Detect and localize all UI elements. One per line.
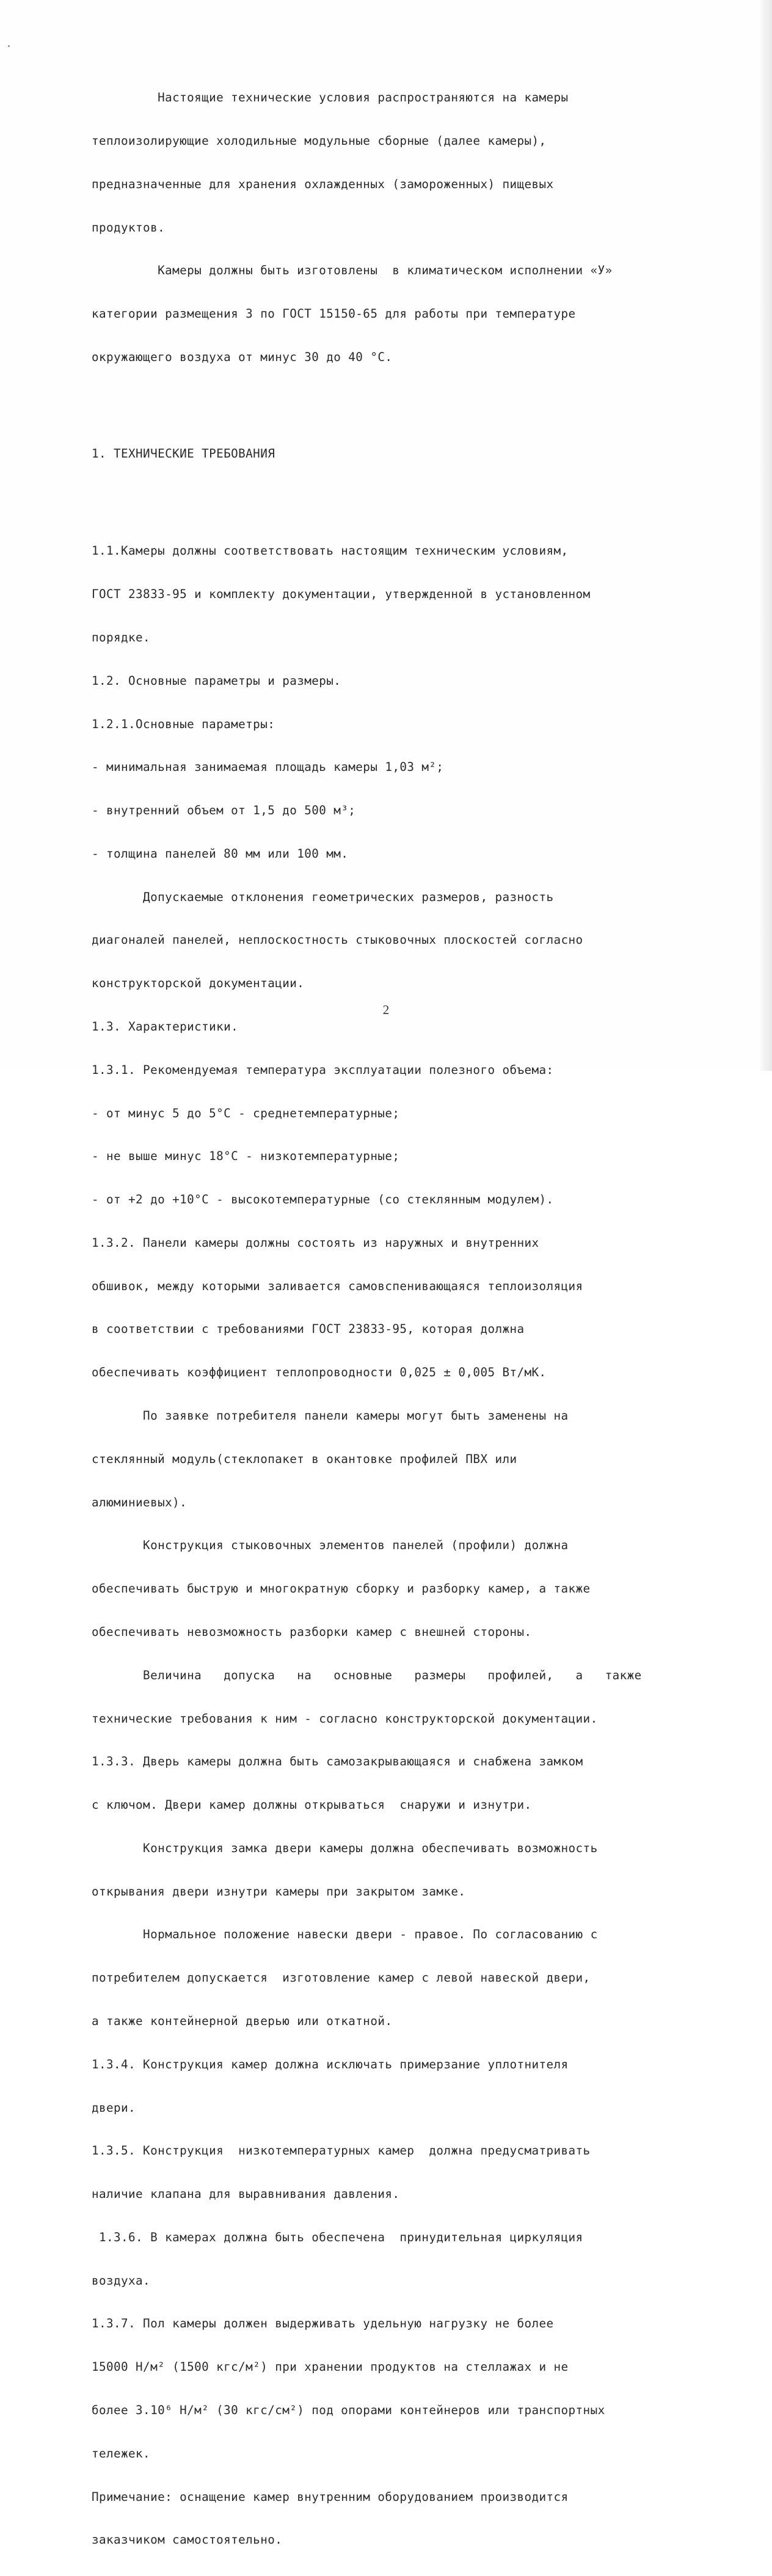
body-line: двери. — [92, 2100, 136, 2115]
spacer — [92, 407, 739, 416]
body-line: Допускаемые отклонения геометрических размеров, разность — [92, 889, 554, 904]
body-line: 1.3.7. Пол камеры должен выдерживать удельную нагрузку не более — [92, 2316, 554, 2331]
body-line: 1.3.2. Панели камеры должны состоять из наружных и внутренних — [92, 1235, 539, 1250]
body-line: конструкторской документации. — [92, 976, 305, 991]
intro-line: теплоизолирующие холодильные модульные сборные (далее камеры), — [92, 133, 547, 148]
document-body — [92, 62, 739, 2576]
section-heading: 1. ТЕХНИЧЕСКИЕ ТРЕБОВАНИЯ — [92, 447, 275, 461]
body-line: порядке. — [92, 630, 151, 644]
body-line: 1.3.3. Дверь камеры должна быть самозакрывающаяся и снабжена замком — [92, 1754, 583, 1769]
intro-line: предназначенные для хранения охлажденных (замороженных) пищевых — [92, 177, 554, 191]
body-line: с ключом. Двери камер должны открываться снаружи и изнутри. — [92, 1798, 532, 1812]
intro-line: окружающего воздуха от минус 30 до 40 °С. — [92, 349, 393, 364]
body-line: 1.3. Характеристики. — [92, 1020, 239, 1034]
body-line: 1.2. Основные параметры и размеры. — [92, 673, 341, 688]
body-line: наличие клапана для выравнивания давления. — [92, 2187, 400, 2202]
body-line: 15000 Н/м² (1500 кгс/м²) при хранении продуктов на стеллажах и не — [92, 2360, 569, 2374]
body-line: алюминиевых). — [92, 1495, 188, 1509]
intro-line: продуктов. — [92, 220, 166, 235]
body-line: Конструкция замка двери камеры должна обеспечивать возможность — [92, 1841, 598, 1855]
body-line: ГОСТ 23833-95 и комплекту документации, утвержденной в установленном — [92, 587, 591, 602]
body-line: - от +2 до +10°С - высокотемпературные (со стеклянным модулем). — [92, 1192, 554, 1207]
body-line: стеклянный модуль(стеклопакет в окантовке профилей ПВХ или — [92, 1451, 517, 1466]
body-line: Величина допуска на основные размеры профилей, а также — [92, 1668, 642, 1682]
body-line: заказчиком самостоятельно. — [92, 2533, 283, 2547]
body-line: 1.3.1. Рекомендуемая температура эксплуатации полезного объема: — [92, 1062, 554, 1077]
body-line: Конструкция стыковочных элементов панелей (профили) должна — [92, 1538, 569, 1553]
body-line: диагоналей панелей, неплоскостность стыковочных плоскостей согласно — [92, 933, 583, 947]
body-line: 1.3.4. Конструкция камер должна исключать примерзание уплотнителя — [92, 2057, 569, 2071]
body-line: - толщина панелей 80 мм или 100 мм. — [92, 846, 349, 861]
body-line: Нормальное положение навески двери - правое. По согласованию с — [92, 1927, 598, 1942]
page-number: 2 — [382, 1002, 390, 1017]
spacer — [92, 492, 739, 501]
intro-line: категории размещения 3 по ГОСТ 15150-65 для работы при температуре — [92, 307, 576, 321]
body-line: более 3.10⁶ Н/м² (30 кгс/см²) под опорами контейнеров или транспортных — [92, 2403, 605, 2417]
body-line: Примечание: оснащение камер внутренним оборудованием производится — [92, 2489, 569, 2504]
body-line: - от минус 5 до 5°С - среднетемпературные; — [92, 1106, 400, 1120]
body-line: - не выше минус 18°С - низкотемпературные; — [92, 1149, 400, 1164]
body-line: - внутренний объем от 1,5 до 500 м³; — [92, 803, 356, 818]
body-line: обеспечивать невозможность разборки камер с внешней стороны. — [92, 1624, 532, 1639]
body-line: 1.2.1.Основные параметры: — [92, 717, 275, 731]
body-line: тележек. — [92, 2446, 151, 2461]
scan-speck — [8, 45, 10, 47]
body-line: потребителем допускается изготовление камер с левой навеской двери, — [92, 1971, 591, 1985]
body-line: обшивок, между которыми заливается самовспенивающаяся теплоизоляция — [92, 1279, 583, 1293]
body-line: 1.3.5. Конструкция низкотемпературных камер должна предусматривать — [92, 2144, 591, 2158]
intro-line: Камеры должны быть изготовлены в климатическом исполнении «У» — [92, 263, 613, 278]
body-line: в соответствии с требованиями ГОСТ 23833-95, которая должна — [92, 1322, 525, 1337]
intro-line: Настоящие технические условия распространяются на камеры — [92, 90, 569, 105]
body-line: открывания двери изнутри камеры при закрытом замке. — [92, 1884, 466, 1899]
body-line: обеспечивать коэффициент теплопроводности 0,025 ± 0,005 Вт/мК. — [92, 1365, 547, 1380]
body-line: - минимальная занимаемая площадь камеры 1,03 м²; — [92, 760, 444, 775]
body-line: а также контейнерной дверью или откатной. — [92, 2013, 393, 2028]
body-line: обеспечивать быструю и многократную сборку и разборку камер, а также — [92, 1582, 591, 1596]
body-line: 1.1.Камеры должны соответствовать настоящим техническим условиям, — [92, 544, 569, 558]
body-line: 1.3.6. В камерах должна быть обеспечена принудительная циркуляция — [92, 2230, 583, 2244]
scan-edge-shadow — [759, 0, 772, 1071]
body-line: воздуха. — [92, 2273, 151, 2288]
body-line: технические требования к ним - согласно конструкторской документации. — [92, 1711, 598, 1726]
body-line: По заявке потребителя панели камеры могут быть заменены на — [92, 1409, 569, 1423]
